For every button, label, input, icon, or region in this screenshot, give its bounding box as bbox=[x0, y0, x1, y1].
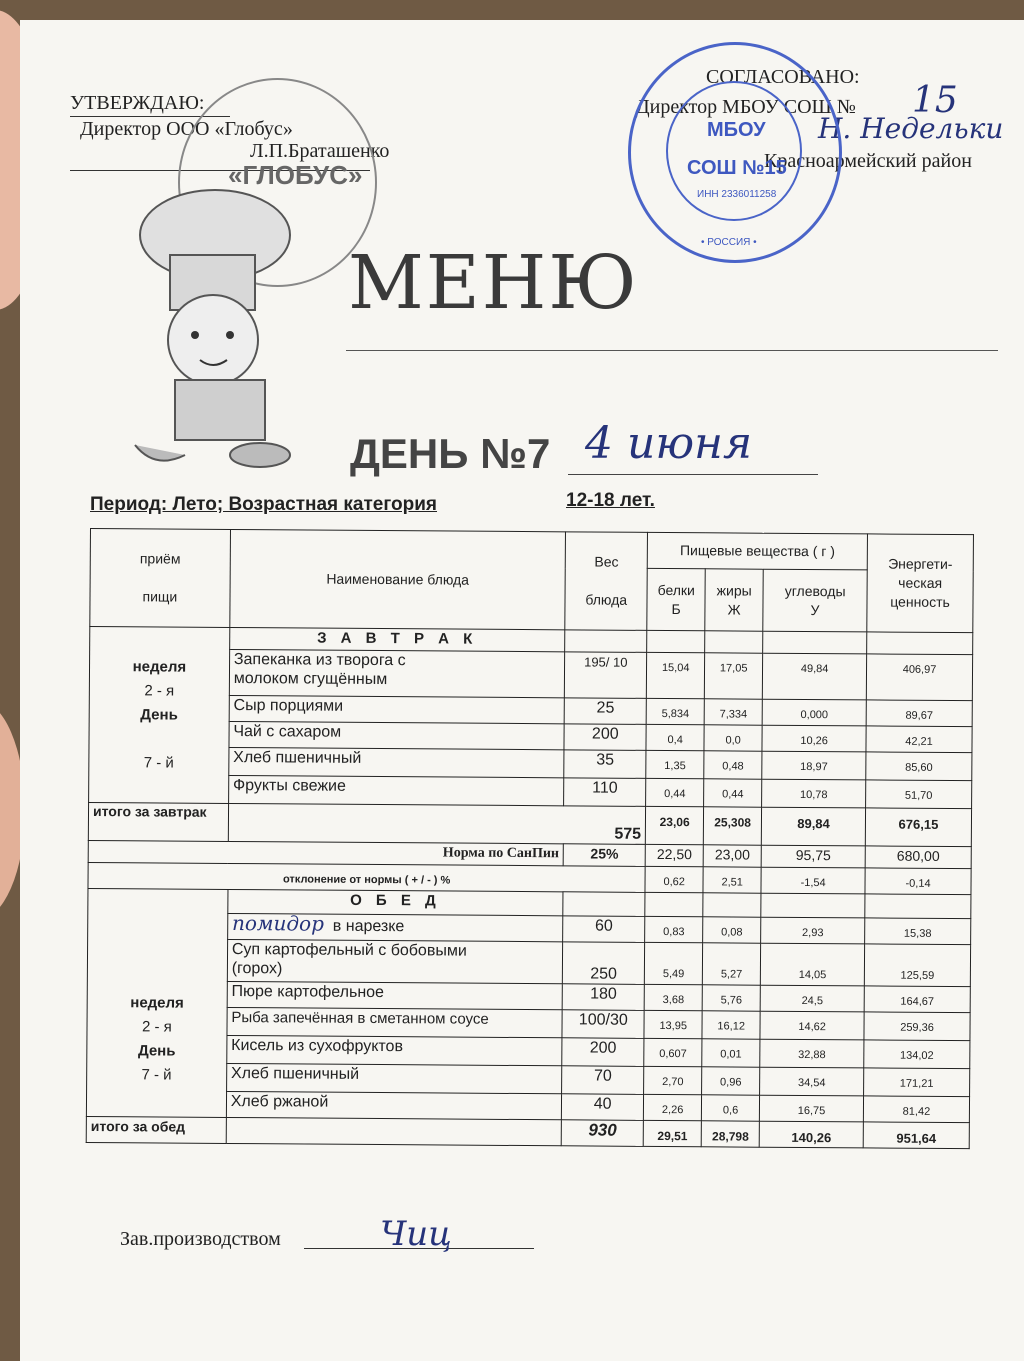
header-fat: жиры Ж bbox=[705, 569, 763, 631]
stamp-line1: МБОУ bbox=[707, 119, 766, 141]
agreed-signer-handwritten: Н. Недельки bbox=[818, 112, 1004, 145]
period-label: Период: Лето; Возрастная категория bbox=[90, 494, 438, 515]
header-weight: Вес блюда bbox=[565, 532, 648, 631]
school-stamp-inner bbox=[666, 81, 802, 221]
day-underline bbox=[568, 474, 818, 475]
footer-signature: Чиц bbox=[380, 1214, 452, 1254]
table-row: Запеканка из творога с молоком сгущённым 195/ 10 15,04 17,05 49,84 406,97 bbox=[89, 649, 972, 701]
lunch-week-cell: неделя 2 - я День 7 - й bbox=[86, 888, 227, 1117]
header-energy: Энергети- ческая ценность bbox=[867, 534, 974, 633]
table-row: Фрукты свежие 110 0,44 0,44 10,78 51,70 bbox=[89, 774, 972, 808]
age-range: 12-18 лет. bbox=[566, 490, 655, 511]
approve-name: Л.П.Браташенко bbox=[250, 140, 390, 162]
header-nutrients: Пищевые вещества ( г ) bbox=[647, 532, 867, 570]
header-meal: приём пищи bbox=[90, 529, 230, 628]
school-number-handwritten: 15 bbox=[912, 80, 958, 121]
stamp-inn: ИНН 2336011258 bbox=[697, 189, 777, 200]
agreed-label: СОГЛАСОВАНО: bbox=[706, 66, 860, 88]
school-stamp bbox=[628, 42, 842, 263]
norm-row: Норма по СанПин 25% 22,50 23,00 95,75 680,00 bbox=[88, 840, 971, 868]
approve-label: УТВЕРЖДАЮ: bbox=[70, 92, 205, 114]
table-row: Кисель из сухофруктов 200 0,607 0,01 32,88 134,02 bbox=[87, 1034, 970, 1068]
day-label: ДЕНЬ №7 bbox=[350, 430, 551, 477]
menu-table bbox=[86, 528, 974, 1149]
agreed-district: Красноармейский район bbox=[764, 150, 972, 172]
table-row: Пюре картофельное 180 3,68 5,76 24,5 164,67 bbox=[87, 980, 970, 1012]
breakfast-week-cell: неделя 2 - я День 7 - й bbox=[89, 627, 230, 804]
table-row: Хлеб пшеничный 35 1,35 0,48 18,97 85,60 bbox=[89, 746, 972, 780]
table-row: Сыр порциями 25 5,834 7,334 0,000 89,67 bbox=[89, 694, 972, 726]
table-row: Чай с сахаром 200 0,4 0,0 10,26 42,21 bbox=[89, 720, 972, 752]
table-row: Хлеб пшеничный 70 2,70 0,96 34,54 171,21 bbox=[87, 1062, 970, 1096]
lunch-title: О Б Е Д bbox=[228, 889, 564, 915]
footer-label: Зав.производством bbox=[120, 1228, 281, 1250]
table-row: Суп картофельный с бобовыми (горох) 250 5,49 5,27 14,05 125,59 bbox=[87, 938, 970, 986]
stamp-country: • РОССИЯ • bbox=[701, 237, 757, 248]
lunch-total-row: итого за обед 930 29,51 28,798 140,26 951,64 bbox=[86, 1116, 969, 1148]
chef-illustration bbox=[95, 175, 325, 475]
table-row: помидор в нарезке 60 0,83 0,08 2,93 15,38 bbox=[88, 912, 971, 944]
table-row: Хлеб ржаной 40 2,26 0,6 16,75 81,42 bbox=[86, 1090, 969, 1122]
stamp-line2: СОШ №15 bbox=[687, 157, 787, 179]
approve-director: Директор ООО «Глобус» bbox=[80, 118, 293, 140]
day-date-handwritten: 4 июня bbox=[585, 418, 753, 469]
title-underline bbox=[346, 350, 998, 351]
page-title: МЕНЮ bbox=[348, 240, 639, 326]
breakfast-total-row: итого за завтрак 575 23,06 25,308 89,84 676,15 bbox=[88, 802, 971, 846]
deviation-row: отклонение от нормы ( + / - ) % 0,62 2,51 -1,54 -0,14 bbox=[88, 862, 971, 894]
agreed-director: Директор МБОУ СОШ № bbox=[636, 96, 856, 118]
header-dish: Наименование блюда bbox=[230, 529, 566, 629]
header-carb: углеводы У bbox=[763, 569, 867, 632]
table-row: Рыба запечённая в сметанном соусе 100/30 13,95 16,12 14,62 259,36 bbox=[87, 1006, 970, 1040]
header-protein: белки Б bbox=[647, 568, 705, 630]
breakfast-title: З А В Т Р А К bbox=[229, 627, 565, 651]
globus-stamp-text: «ГЛОБУС» bbox=[228, 160, 363, 190]
